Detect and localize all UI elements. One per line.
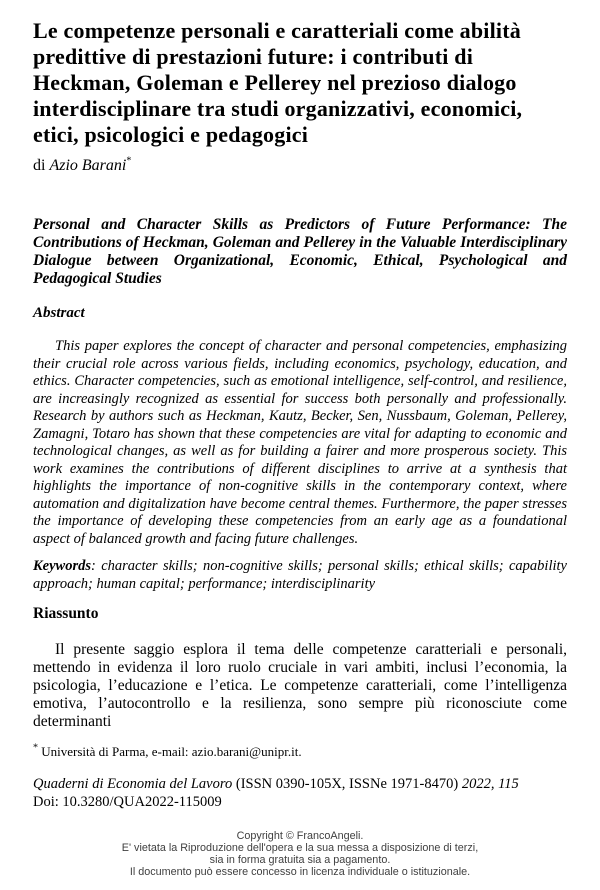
journal-issue: 2022, 115 xyxy=(461,776,519,792)
copyright-line-2: E' vietata la Riproduzione dell'opera e la sua messa a disposizione di terzi, xyxy=(121,842,479,854)
keywords-label: Keywords xyxy=(33,558,91,574)
journal-citation-line xyxy=(33,775,567,793)
doi-line: Doi: 10.3280/QUA2022-115009 xyxy=(33,794,222,810)
journal-issn: (ISSN 0390-105X, ISSNe 1971-8470) xyxy=(232,776,462,792)
riassunto-heading: Riassunto xyxy=(33,605,99,622)
abstract-text: This paper explores the concept of character and personal competencies, emphasizing their crucial role across various fields, including economics, psychology, education, and ethics. Character competencies, such as emotional intelligence, self-control, and resilience, are increasingly recognized as essential for success both personally and professionally. Research by authors such as Heckman, Kautz, Becker, Sen, Nussbaum, Goleman, Pellerey, Zamagni, Totaro has shown that these competencies are vital for adapting to economic and technological changes, as well as for building a fairer and more prosperous society. This work examines the contributions of different disciplines to arrive at a synthesis that highlights the importance of non-cognitive skills in the contemporary context, where automation and digitalization have become central themes. Furthermore, the paper stresses the importance of developing these competencies from an early age as a foundational aspect of balanced growth and facing future challenges. xyxy=(33,338,567,547)
footnote-marker: * xyxy=(33,742,38,754)
footnote-text: Università di Parma, e-mail: azio.barani@unipr.it. xyxy=(38,744,302,759)
keywords-line xyxy=(33,558,567,593)
riassunto-text: Il presente saggio esplora il tema delle competenze caratteriali e personali, mettendo in evidenza il loro ruolo cruciale in vari ambiti, inclusi l’economia, la psicologia, l’educazione e l’etica. Le competenze caratteriali, come l’intelligenza emotiva, l’autocontrollo e la resilienza, sono sempre più riconosciute come determinanti xyxy=(33,641,567,730)
article-title-italian: Le competenze personali e caratteriali come abilità predittive di prestazioni future: i contributi di Heckman, Goleman e Pellerey nel prezioso dialogo interdisciplinare tra studi organizzativi, economici, etici, psicologici e pedagogici xyxy=(33,18,523,147)
abstract-heading: Abstract xyxy=(33,305,85,321)
byline xyxy=(33,156,567,176)
copyright-line-4: Il documento può essere concesso in licenza individuale o istituzionale. xyxy=(129,866,471,878)
copyright-block xyxy=(33,830,567,878)
author-affiliation-footnote xyxy=(33,744,567,760)
author-name: Azio Barani xyxy=(49,157,127,174)
article-title-english: Personal and Character Skills as Predictors of Future Performance: The Contributions of Heckman, Goleman and Pellerey in the Valuable Interdisciplinary Dialogue between Organizational, Economic, Ethical, Psychological and Pedagogical Studies xyxy=(33,216,567,287)
keywords-list: : character skills; non-cognitive skills; personal skills; ethical skills; capability approach; human capital; performance; interdisciplinarity xyxy=(33,558,567,592)
byline-prefix: di xyxy=(33,157,50,174)
copyright-line-1: Copyright © FrancoAngeli. xyxy=(236,830,364,842)
author-footnote-marker: * xyxy=(126,155,132,167)
copyright-line-3: sia in forma gratuita sia a pagamento. xyxy=(209,854,391,866)
journal-name: Quaderni di Economia del Lavoro xyxy=(33,776,233,792)
